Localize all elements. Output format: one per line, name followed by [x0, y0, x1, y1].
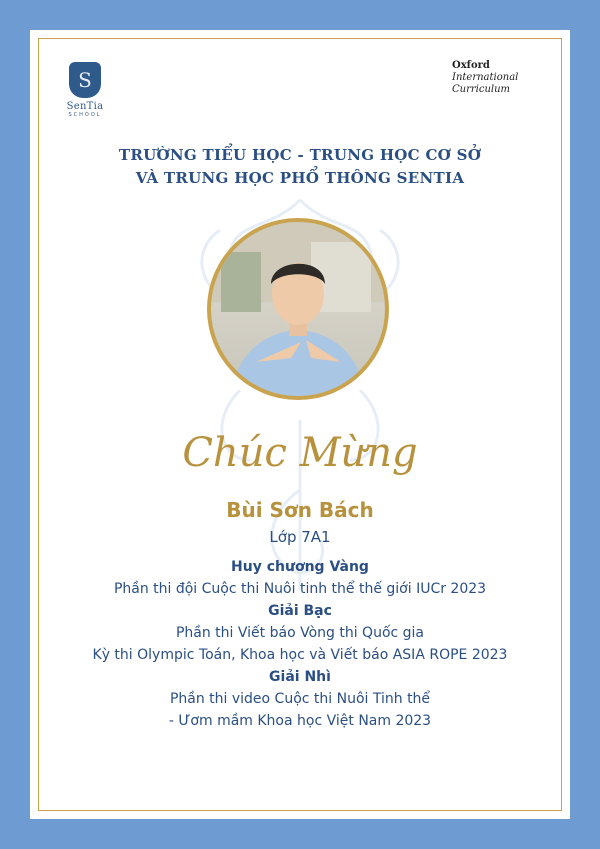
student-photo — [211, 222, 385, 396]
oxford-line1: Oxford — [452, 60, 490, 71]
award-line: Phần thi video Cuộc thi Nuôi Tinh thể — [169, 691, 431, 707]
award-title: Giải Bạc — [268, 603, 332, 619]
sentia-logo — [60, 62, 110, 118]
school-name-line2: VÀ TRUNG HỌC PHỔ THÔNG SENTIA — [135, 169, 465, 187]
award-title: Huy chương Vàng — [231, 559, 369, 575]
award-title: Giải Nhì — [269, 669, 331, 685]
award-line: Phần thi Viết báo Vòng thi Quốc gia — [175, 625, 425, 641]
award-line: - Ươm mầm Khoa học Việt Nam 2023 — [168, 713, 432, 729]
congratulations-heading: Chúc Mừng — [182, 430, 418, 476]
crest-icon: S — [69, 62, 101, 98]
certificate-card — [30, 30, 570, 819]
school-name-line1: TRƯỜNG TIỂU HỌC - TRUNG HỌC CƠ SỞ — [118, 146, 482, 164]
oxford-line3: Curriculum — [452, 84, 511, 95]
award-line: Kỳ thi Olympic Toán, Khoa học và Viết báo ASIA ROPE 2023 — [92, 647, 508, 663]
oxford-line2: International — [452, 72, 519, 83]
student-photo-frame — [207, 218, 389, 400]
logo-sub: SCHOOL — [68, 112, 102, 118]
student-name: Bùi Sơn Bách — [226, 498, 374, 522]
award-line: Phần thi đội Cuộc thi Nuôi tinh thể thế giới IUCr 2023 — [113, 581, 487, 597]
student-class: Lớp 7A1 — [269, 528, 331, 546]
oxford-badge — [452, 60, 552, 96]
logo-name: SenTia — [66, 101, 104, 112]
